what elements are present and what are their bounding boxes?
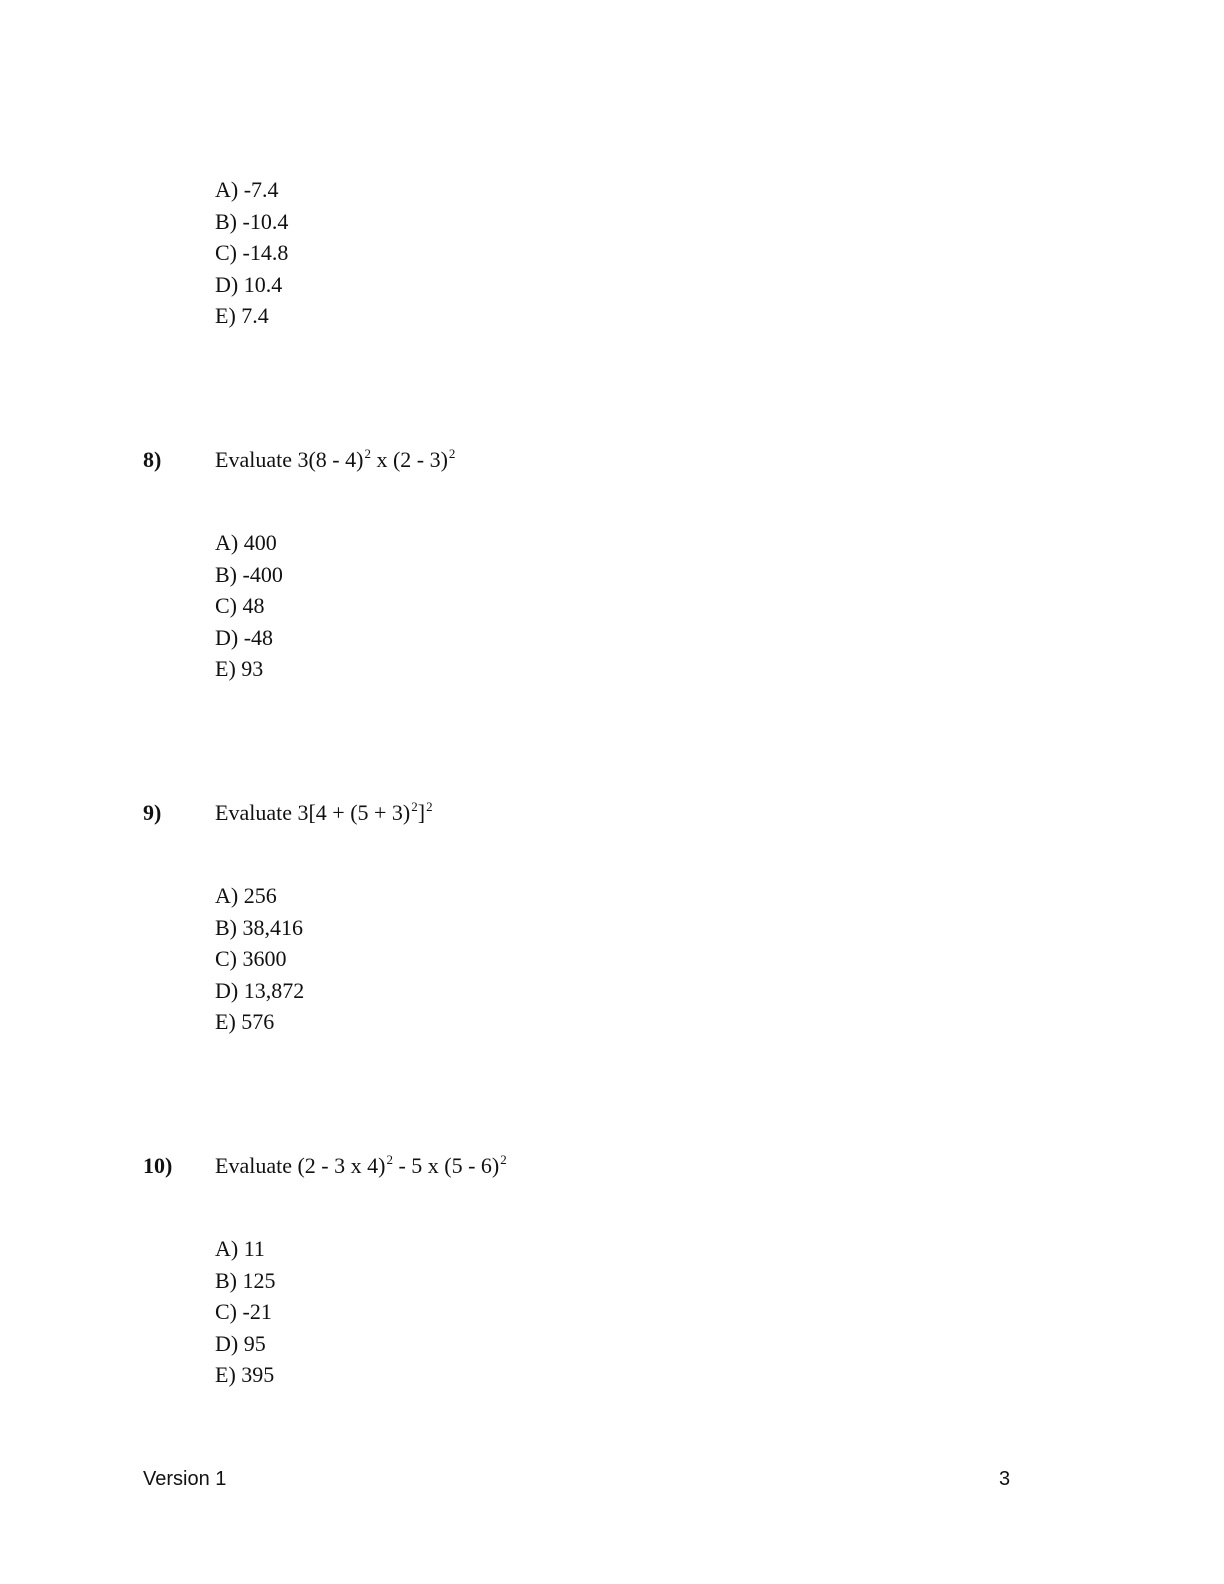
exponent: 2 (448, 446, 456, 461)
exponent: 2 (426, 799, 433, 814)
question-text-part: Evaluate (2 - 3 x 4) (215, 1153, 386, 1178)
answer-option: D) -48 (215, 624, 274, 650)
answer-option: E) 395 (215, 1362, 275, 1388)
question-text (215, 1151, 507, 1184)
question-text-part: x (2 - 3) (370, 447, 448, 472)
answer-option: D) 13,872 (215, 977, 305, 1003)
answer-option: C) -14.8 (215, 240, 289, 266)
answer-option: A) 256 (215, 883, 277, 908)
answer-option: C) -21 (215, 1299, 272, 1325)
answer-option: A) 11 (215, 1236, 265, 1261)
answer-option: B) -400 (215, 561, 283, 587)
answer-options-q10 (215, 1233, 276, 1391)
answer-options-q8 (215, 527, 283, 685)
question-text-part: Evaluate 3[4 + (5 + 3) (215, 800, 411, 825)
answer-option: E) 7.4 (215, 303, 269, 329)
answer-option: B) 38,416 (215, 914, 303, 940)
footer-version: Version 1 (143, 1468, 227, 1490)
answer-option: E) 576 (215, 1009, 275, 1035)
answer-option: E) 93 (215, 656, 264, 682)
question-number: 10) (143, 1153, 173, 1178)
answer-option: B) -10.4 (215, 208, 289, 234)
answer-option: D) 95 (215, 1330, 266, 1356)
answer-option: C) 48 (215, 593, 265, 619)
exponent: 2 (500, 1152, 507, 1167)
question-text (215, 798, 433, 831)
question-text-part: - 5 x (5 - 6) (392, 1153, 500, 1178)
answer-options-q7 (215, 174, 288, 332)
answer-option: A) 400 (215, 530, 277, 555)
exponent: 2 (411, 799, 418, 814)
question-number: 8) (143, 447, 162, 472)
question-text-part: Evaluate 3(8 - 4) (215, 447, 364, 472)
answer-option: D) 10.4 (215, 271, 283, 297)
question-number: 9) (143, 800, 162, 825)
exponent: 2 (386, 1152, 393, 1167)
answer-options-q9 (215, 880, 304, 1038)
answer-option: C) 3600 (215, 946, 287, 972)
question-text (215, 445, 455, 478)
page-number: 3 (999, 1468, 1011, 1490)
answer-option: B) 125 (215, 1267, 276, 1293)
question-text-part: ] (417, 800, 426, 825)
answer-option: A) -7.4 (215, 177, 279, 202)
exponent: 2 (364, 446, 371, 461)
